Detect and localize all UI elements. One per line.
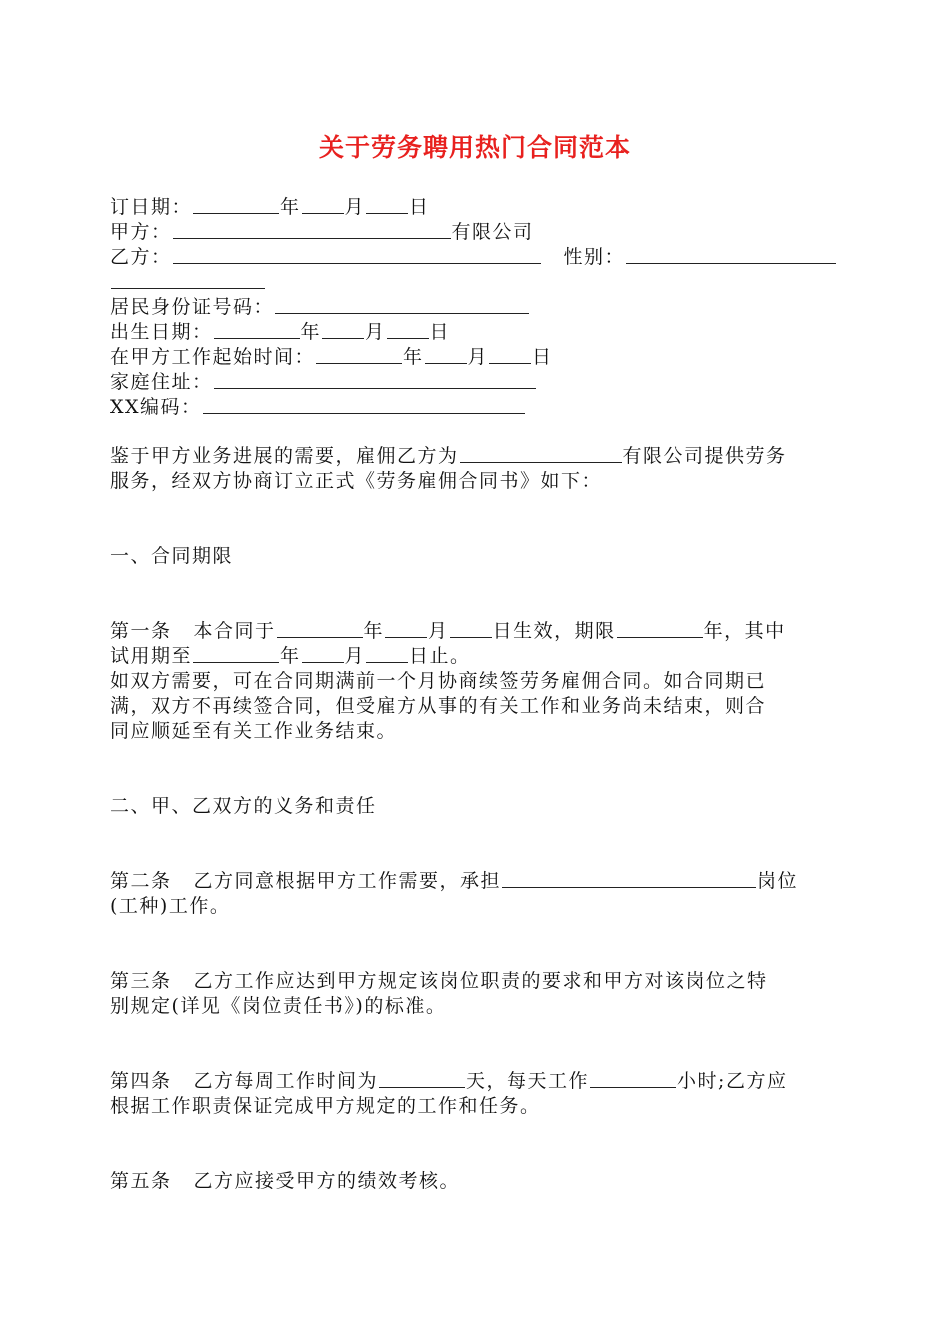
intro-text-a: 鉴于甲方业务进展的需要，雇佣乙方为 xyxy=(110,445,459,467)
blank-address xyxy=(214,370,536,389)
art1-line-2 xyxy=(110,644,471,669)
day-text: 日 xyxy=(409,196,430,218)
birth-year-text: 年 xyxy=(300,321,322,343)
art4-text-b: 天，每天工作 xyxy=(466,1070,590,1092)
blank-start-day xyxy=(489,345,531,364)
date-line xyxy=(110,195,430,220)
blank-gender-cont xyxy=(111,270,265,289)
art1-year: 年 xyxy=(363,620,385,642)
art2-line-2: (工种)工作。 xyxy=(110,895,231,917)
id-line xyxy=(110,295,530,320)
blank-art1-year xyxy=(277,619,363,638)
start-month-text: 月 xyxy=(467,346,489,368)
art1-text-a: 本合同于 xyxy=(193,620,276,642)
art5-label: 第五条 xyxy=(110,1170,172,1192)
art5-line-1 xyxy=(110,1169,460,1194)
blank-art1-day xyxy=(450,619,492,638)
year-text: 年 xyxy=(280,196,301,218)
intro-line-2: 服务，经双方协商订立正式《劳务雇佣合同书》如下： xyxy=(110,470,603,492)
art1-text-b: 日生效，期限 xyxy=(492,620,616,642)
blank-art1-term xyxy=(617,619,703,638)
blank-gender xyxy=(626,245,836,264)
art4-label: 第四条 xyxy=(110,1070,172,1092)
blank-birth-year xyxy=(214,320,300,339)
address-line xyxy=(110,370,537,395)
blank-id xyxy=(275,295,529,314)
blank-party-a xyxy=(173,220,451,239)
art2-line-1 xyxy=(110,869,798,894)
art1-month: 月 xyxy=(428,620,449,642)
intro-line-1 xyxy=(110,444,787,469)
art3-label: 第三条 xyxy=(110,970,172,992)
art3-line-2: 别规定(详见《岗位责任书》)的标准。 xyxy=(110,995,447,1017)
birth-line xyxy=(110,320,450,345)
art3-text-1: 乙方工作应达到甲方规定该岗位职责的要求和甲方对该岗位之特 xyxy=(193,970,768,992)
art1-line-3: 如双方需要，可在合同期满前一个月协商续签劳务雇佣合同。如合同期已 xyxy=(110,670,767,692)
blank-day xyxy=(366,195,408,214)
blank-birth-day xyxy=(387,320,429,339)
art1-label: 第一条 xyxy=(110,620,172,642)
art1-text-d: 试用期至 xyxy=(110,645,193,667)
date-label: 订日期： xyxy=(110,196,193,218)
art1-text-e: 日止。 xyxy=(409,645,471,667)
start-year-text: 年 xyxy=(403,346,424,368)
intro-text-b: 有限公司提供劳务 xyxy=(622,445,787,467)
art4-text-c: 小时;乙方应 xyxy=(677,1070,788,1092)
section-1-heading: 一、合同期限 xyxy=(110,545,234,567)
art1-line-5: 同应顺延至有关工作业务结束。 xyxy=(110,720,398,742)
postcode-line xyxy=(110,395,526,420)
art3-line-1 xyxy=(110,969,768,994)
start-line xyxy=(110,345,553,370)
art5-text: 乙方应接受甲方的绩效考核。 xyxy=(193,1170,461,1192)
party-a-label: 甲方： xyxy=(110,221,172,243)
document-title: 关于劳务聘用热门合同范本 xyxy=(318,133,631,162)
blank-trial-month xyxy=(302,644,344,663)
blank-trial-day xyxy=(366,644,408,663)
birth-month-text: 月 xyxy=(365,321,386,343)
blank-start-year xyxy=(316,345,402,364)
blank-art1-month xyxy=(385,619,427,638)
art4-text-a: 乙方每周工作时间为 xyxy=(193,1070,379,1092)
blank-days xyxy=(379,1069,465,1088)
blank-postcode xyxy=(203,395,525,414)
art4-line-2: 根据工作职责保证完成甲方规定的工作和任务。 xyxy=(110,1095,541,1117)
party-a-line xyxy=(110,220,534,245)
blank-party-b xyxy=(173,245,541,264)
postcode-label: XX编码： xyxy=(110,396,202,418)
gender-label: 性别： xyxy=(563,246,626,268)
blank-company xyxy=(460,444,622,463)
section-2-heading: 二、甲、乙双方的义务和责任 xyxy=(110,795,377,817)
start-label: 在甲方工作起始时间： xyxy=(110,346,316,368)
id-label: 居民身份证号码： xyxy=(110,296,275,318)
party-a-suffix: 有限公司 xyxy=(451,221,534,243)
birth-day-text: 日 xyxy=(429,321,451,343)
art4-line-1 xyxy=(110,1069,787,1094)
art1-line-4: 满，双方不再续签合同，但受雇方从事的有关工作和业务尚未结束，则合 xyxy=(110,695,767,717)
month-text: 月 xyxy=(344,196,366,218)
party-b-line xyxy=(110,245,837,270)
blank-birth-month xyxy=(322,320,364,339)
blank-trial-year xyxy=(193,644,279,663)
trial-year: 年 xyxy=(280,645,301,667)
art1-line-1 xyxy=(110,619,786,644)
art1-text-c: 年，其中 xyxy=(703,620,786,642)
art2-label: 第二条 xyxy=(110,870,172,892)
birth-label: 出生日期： xyxy=(110,321,213,343)
blank-start-month xyxy=(425,345,467,364)
blank-month xyxy=(302,195,344,214)
trial-month: 月 xyxy=(344,645,366,667)
gender-continued xyxy=(110,270,266,295)
blank-year xyxy=(193,195,279,214)
party-b-label: 乙方： xyxy=(110,246,172,268)
art2-text-b: 岗位 xyxy=(757,870,799,892)
art2-text-a: 乙方同意根据甲方工作需要，承担 xyxy=(193,870,502,892)
start-day-text: 日 xyxy=(532,346,553,368)
blank-position xyxy=(502,869,756,888)
address-label: 家庭住址： xyxy=(110,371,213,393)
blank-hours xyxy=(590,1069,676,1088)
